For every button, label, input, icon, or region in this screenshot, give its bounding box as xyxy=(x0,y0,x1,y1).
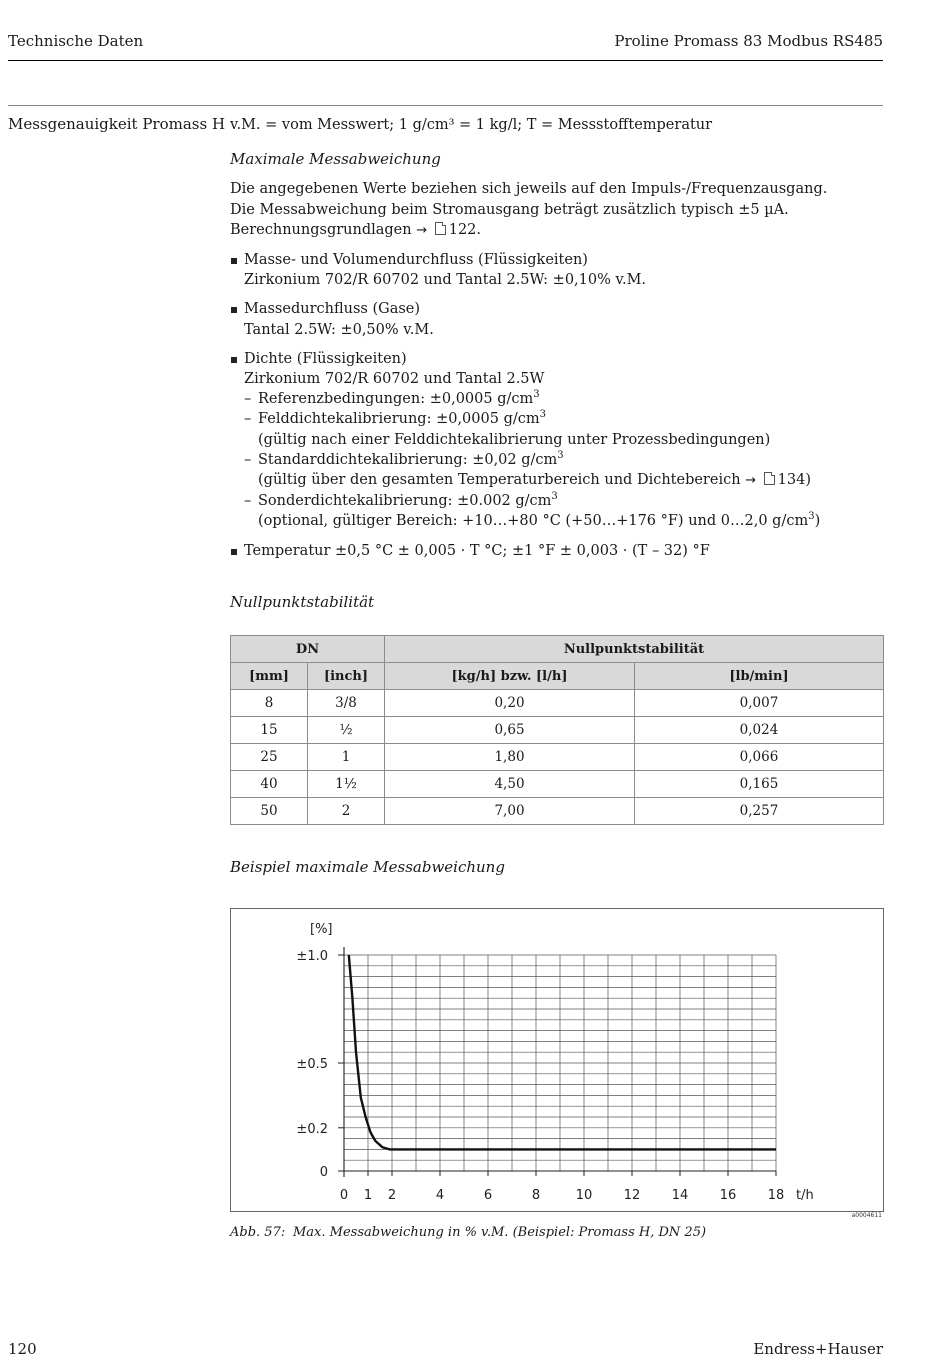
table-title: Nullpunktstabilität xyxy=(230,593,375,611)
dash-note[interactable] xyxy=(244,470,885,491)
table-cell: 25 xyxy=(231,744,308,771)
table-cell: 40 xyxy=(231,771,308,798)
running-header-left: Technische Daten xyxy=(8,32,144,50)
x-tick-label: 18 xyxy=(767,1188,785,1203)
table-header-lbmin: [lb/min] xyxy=(635,663,884,690)
table-cell: 0,007 xyxy=(635,690,884,717)
figure-code: a0004611 xyxy=(851,1212,882,1219)
x-tick-label: 14 xyxy=(671,1188,689,1203)
table-cell: 0,20 xyxy=(385,690,635,717)
dash-text: Sonderdichtekalibrierung: ±0.002 g/cm xyxy=(258,493,552,510)
table-cell: 0,024 xyxy=(635,717,884,744)
list-item-heading: Dichte (Flüssigkeiten) xyxy=(244,350,407,367)
list-item xyxy=(230,349,885,532)
table-cell: 3/8 xyxy=(308,690,385,717)
x-tick-label: 12 xyxy=(623,1188,641,1203)
description-block xyxy=(230,179,885,241)
section-rule xyxy=(8,105,883,106)
section-content xyxy=(230,115,885,570)
dash-item xyxy=(244,491,885,511)
dash-item xyxy=(244,389,885,409)
table-cell: 2 xyxy=(308,798,385,825)
figure-caption-text: Max. Messabweichung in % v.M. (Beispiel: Promass H, DN 25) xyxy=(293,1225,707,1240)
superscript: 3 xyxy=(539,409,546,421)
superscript: 3 xyxy=(551,491,558,503)
table-cell: 0,257 xyxy=(635,798,884,825)
accuracy-list xyxy=(230,250,885,561)
x-tick-label: 2 xyxy=(387,1188,397,1203)
page-number: 120 xyxy=(8,1340,37,1358)
dash-note-text: (optional, gültiger Bereich: +10…+80 °C (+50…+176 °F) und 0…2,0 g/cm xyxy=(258,513,809,530)
subhead-max-deviation: Maximale Messabweichung xyxy=(230,150,441,169)
table-cell: 0,066 xyxy=(635,744,884,771)
table-cell: 7,00 xyxy=(385,798,635,825)
x-axis-label: t/h xyxy=(796,1188,814,1203)
dash-text: Referenzbedingungen: ±0,0005 g/cm xyxy=(258,391,534,408)
x-tick-label: 4 xyxy=(435,1188,445,1203)
table-cell: 1,80 xyxy=(385,744,635,771)
table-row xyxy=(231,690,884,717)
table-cell: 8 xyxy=(231,690,308,717)
page-icon xyxy=(764,472,775,485)
dash-note xyxy=(244,511,885,531)
table-row xyxy=(231,771,884,798)
x-tick-label: 16 xyxy=(719,1188,737,1203)
dash-marker: – xyxy=(244,411,252,428)
table-cell: 50 xyxy=(231,798,308,825)
table-cell: ½ xyxy=(308,717,385,744)
table-group-header-dn: DN xyxy=(231,636,385,663)
table-row xyxy=(231,717,884,744)
arrow-right-icon: → xyxy=(416,222,428,238)
intro-line: v.M. = vom Messwert; 1 g/cm³ = 1 kg/l; T = Messstofftemperatur xyxy=(230,117,713,133)
list-item xyxy=(230,299,885,339)
list-item-value: Zirkonium 702/R 60702 und Tantal 2.5W: ±0,10% v.M. xyxy=(244,272,647,289)
dash-item xyxy=(244,409,885,429)
table-group-header-zero: Nullpunktstabilität xyxy=(385,636,884,663)
arrow-right-icon: → xyxy=(745,473,757,489)
table-cell: 4,50 xyxy=(385,771,635,798)
dash-marker: – xyxy=(244,451,252,468)
table-header-row xyxy=(231,636,884,663)
dash-marker: – xyxy=(244,391,252,408)
table-cell: 1½ xyxy=(308,771,385,798)
table-cell: 0,165 xyxy=(635,771,884,798)
table-header-mm: [mm] xyxy=(231,663,308,690)
list-item-heading: Temperatur ±0,5 °C ± 0,005 · T °C; ±1 °F ± 0,003 · (T – 32) °F xyxy=(244,542,710,559)
x-tick-label: 10 xyxy=(575,1188,593,1203)
figure-number: Abb. 57: xyxy=(230,1225,286,1240)
zero-stability-table xyxy=(230,635,884,825)
dash-item xyxy=(244,450,885,470)
dash-text: Felddichtekalibrierung: ±0,0005 g/cm xyxy=(258,411,540,428)
description-line: Die Messabweichung beim Stromausgang beträgt zusätzlich typisch ±5 µA. xyxy=(230,201,789,218)
figure-caption xyxy=(230,1225,706,1240)
dash-note-text: (gültig über den gesamten Temperaturbereich und Dichtebereich xyxy=(258,472,741,489)
reference-page: 134) xyxy=(777,472,812,489)
reference-text: Berechnungsgrundlagen xyxy=(230,221,412,238)
chart-title: Beispiel maximale Messabweichung xyxy=(230,858,505,876)
x-tick-label: 1 xyxy=(363,1188,373,1203)
header-rule xyxy=(8,60,883,61)
reference-page: 122. xyxy=(448,221,482,238)
superscript: 3 xyxy=(557,450,564,462)
dash-note: (gültig nach einer Felddichtekalibrierung unter Prozessbedingungen) xyxy=(258,431,771,448)
page-icon xyxy=(435,222,446,235)
list-item-heading: Massedurchfluss (Gase) xyxy=(244,301,421,318)
list-item-value: Tantal 2.5W: ±0,50% v.M. xyxy=(244,321,434,338)
y-tick-label: 0 xyxy=(319,1165,328,1180)
list-item xyxy=(230,250,885,290)
section-label: Messgenauigkeit Promass H xyxy=(8,115,226,133)
y-tick-label: ±0.5 xyxy=(296,1057,328,1072)
superscript: 3 xyxy=(808,511,815,523)
dash-text: Standarddichtekalibrierung: ±0,02 g/cm xyxy=(258,451,558,468)
running-header-right: Proline Promass 83 Modbus RS485 xyxy=(614,32,883,50)
table-header-inch: [inch] xyxy=(308,663,385,690)
table-row xyxy=(231,744,884,771)
y-axis-label: [%] xyxy=(310,922,333,937)
table-header-kgh: [kg/h] bzw. [l/h] xyxy=(385,663,635,690)
reference-line[interactable] xyxy=(230,220,885,241)
x-tick-label: 0 xyxy=(339,1188,349,1203)
list-item-value: Zirkonium 702/R 60702 und Tantal 2.5W xyxy=(244,371,545,388)
x-tick-label: 6 xyxy=(483,1188,493,1203)
superscript: 3 xyxy=(533,389,540,401)
deviation-chart xyxy=(230,908,884,1212)
table-cell: 1 xyxy=(308,744,385,771)
list-item xyxy=(230,541,885,561)
table-cell: 0,65 xyxy=(385,717,635,744)
y-tick-label: ±1.0 xyxy=(296,949,328,964)
table-cell: 15 xyxy=(231,717,308,744)
x-tick-label: 8 xyxy=(531,1188,541,1203)
dash-marker: – xyxy=(244,493,252,510)
publisher-name: Endress+Hauser xyxy=(753,1340,883,1358)
table-row xyxy=(231,798,884,825)
table-header-row xyxy=(231,663,884,690)
description-line: Die angegebenen Werte beziehen sich jeweils auf den Impuls-/Frequenzausgang. xyxy=(230,181,828,198)
list-item-heading: Masse- und Volumendurchfluss (Flüssigkeiten) xyxy=(244,252,588,269)
y-tick-label: ±0.2 xyxy=(296,1121,328,1137)
dash-note-end: ) xyxy=(814,513,821,530)
